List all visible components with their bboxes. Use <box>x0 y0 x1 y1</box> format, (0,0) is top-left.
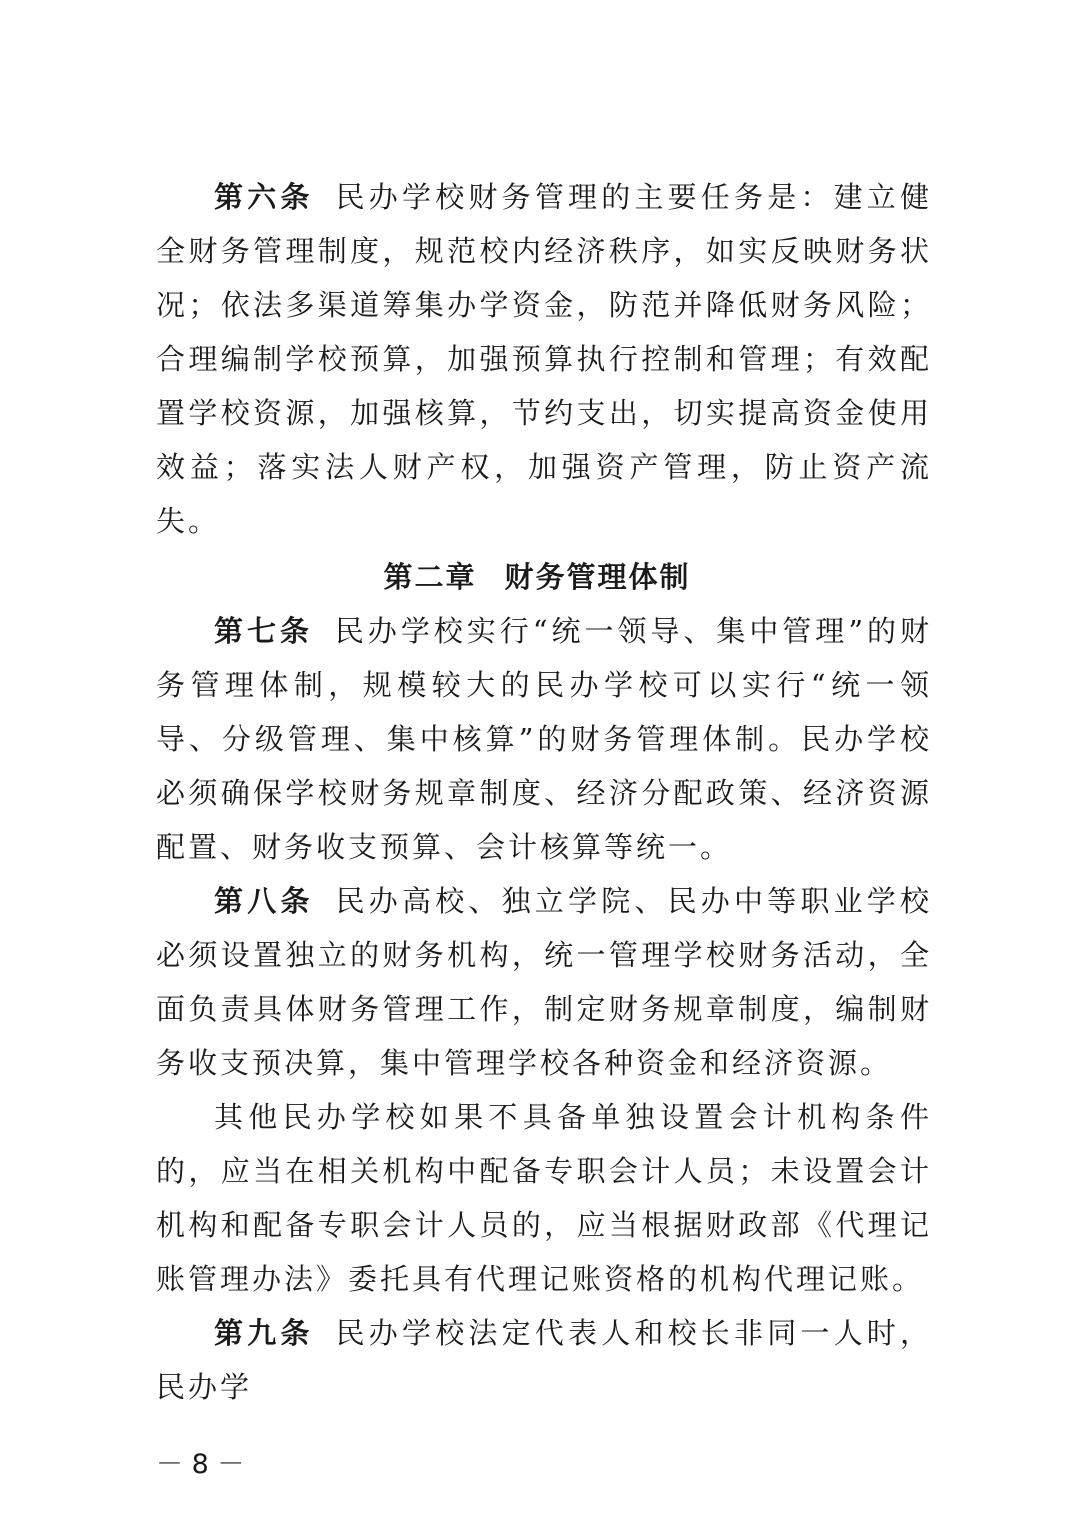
page-number: － 8 － <box>156 1449 245 1480</box>
article-6 <box>156 170 932 548</box>
chapter-title: 财务管理体制 <box>504 560 691 594</box>
article-8-paragraph-2-text: 其他民办学校如果不具备单独设置会计机构条件的，应当在相关机构中配备专职会计人员；未设置会计机构和配备专职会计人员的，应当根据财政部《代理记账管理办法》委托具有代理记账资格的机构代理记账。 <box>156 1100 932 1296</box>
article-7-text: 民办学校实行“统一领导、集中管理”的财务管理体制，规模较大的民办学校可以实行“统一领导、分级管理、集中核算”的财务管理体制。民办学校必须确保学校财务规章制度、经济分配政策、经济资源配置、财务收支预算、会计核算等统一。 <box>156 614 932 864</box>
article-9 <box>156 1306 932 1414</box>
article-9-text: 民办学校法定代表人和校长非同一人时，民办学 <box>156 1316 932 1404</box>
chapter-number: 第二章 <box>383 560 477 594</box>
article-6-text: 民办学校财务管理的主要任务是：建立健全财务管理制度，规范校内经济秩序，如实反映财务状况；依法多渠道筹集办学资金，防范并降低财务风险；合理编制学校预算，加强预算执行控制和管理；有效配置学校资源，加强核算，节约支出，切实提高资金使用效益；落实法人财产权，加强资产管理，防止资产流失。 <box>156 180 932 538</box>
article-9-label: 第九条 <box>214 1316 314 1350</box>
article-6-label: 第六条 <box>214 180 314 214</box>
article-8 <box>156 874 932 1090</box>
article-8-text: 民办高校、独立学院、民办中等职业学校必须设置独立的财务机构，统一管理学校财务活动，全面负责具体财务管理工作，制定财务规章制度，编制财务收支预决算，集中管理学校各种资金和经济资源。 <box>156 884 932 1080</box>
article-7-label: 第七条 <box>214 614 313 648</box>
article-7 <box>156 604 932 874</box>
article-8-paragraph-2 <box>156 1090 932 1306</box>
article-8-label: 第八条 <box>214 884 314 918</box>
chapter-heading <box>0 555 1074 599</box>
